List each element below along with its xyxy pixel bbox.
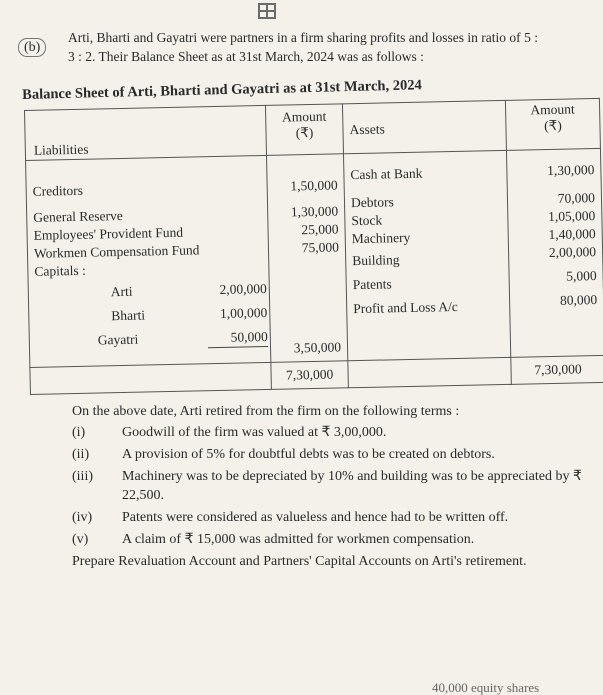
cut-off-text: 40,000 equity shares <box>432 680 540 695</box>
liability-item: Creditors <box>32 182 84 199</box>
partner-capital: 1,00,000 <box>219 304 268 321</box>
asset-amount: 2,00,000 <box>548 244 597 261</box>
liabilities-amount-column <box>267 154 348 363</box>
terms-list <box>72 423 592 549</box>
term-item <box>72 423 592 442</box>
balance-sheet-table <box>24 98 603 395</box>
term-text: Machinery was to be depreciated by 10% and building was to be appreciated by ₹ 22,500. <box>122 469 582 503</box>
terms-lead: On the above date, Arti retired from the firm on the following terms : <box>72 404 460 419</box>
amount-label: Amount <box>281 108 327 125</box>
asset-item: Debtors <box>350 194 394 211</box>
question-intro: Arti, Bharti and Gayatri were partners in a firm sharing profits and losses in ratio of 5 : 3 : 2. Their Balance Sheet as at 31st March, 2024 was as follows : <box>68 30 538 64</box>
partner-name: Gayatri <box>97 331 139 348</box>
partner-capital: 2,00,000 <box>219 280 267 297</box>
amount-label: Amount <box>530 101 575 118</box>
term-number: (i) <box>72 425 86 440</box>
page-marker-icon <box>258 3 276 19</box>
capital-row <box>30 328 270 352</box>
term-text: A provision of 5% for doubtful debts was to be created on debtors. <box>122 447 495 462</box>
asset-item: Building <box>352 252 400 269</box>
asset-amount: 5,000 <box>566 268 597 284</box>
liability-amount: 75,000 <box>301 239 340 256</box>
currency-label: (₹) <box>543 117 562 134</box>
liability-item: Workmen Compensation Fund <box>33 242 200 261</box>
liabilities-header: Liabilities <box>25 105 267 160</box>
asset-item: Profit and Loss A/c <box>353 298 458 317</box>
liability-amount: 1,30,000 <box>290 203 339 220</box>
asset-item: Patents <box>352 276 392 293</box>
term-number: (iii) <box>72 469 93 484</box>
term-item <box>72 467 592 505</box>
asset-item: Cash at Bank <box>350 165 423 183</box>
asset-item: Machinery <box>351 229 411 247</box>
term-item <box>72 445 592 464</box>
asset-amount: 1,30,000 <box>546 162 595 179</box>
term-number: (v) <box>72 532 89 547</box>
asset-item: Stock <box>351 212 383 229</box>
assets-amount-header <box>505 98 600 150</box>
asset-amount: 70,000 <box>557 190 596 206</box>
cut-off-next-line <box>0 680 603 695</box>
capitals-total: 3,50,000 <box>293 339 342 356</box>
liability-amount: 25,000 <box>301 221 339 238</box>
assets-amount-column <box>506 148 603 357</box>
liabilities-total: 7,30,000 <box>271 361 349 390</box>
capital-row <box>29 304 269 327</box>
asset-amount: 1,40,000 <box>548 226 596 243</box>
asset-amount: 1,05,000 <box>547 208 596 225</box>
liability-amount: 1,50,000 <box>290 177 338 194</box>
balance-sheet-title: Balance Sheet of Arti, Bharti and Gayatri as at 31st March, 2024 <box>22 77 422 103</box>
instruction-text: Prepare Revaluation Account and Partners' Capital Accounts on Arti's retirement. <box>72 554 527 569</box>
liabilities-column <box>26 155 271 367</box>
blank-cell <box>348 357 512 387</box>
partner-name: Bharti <box>111 307 146 324</box>
asset-amount: 80,000 <box>559 292 598 308</box>
assets-column <box>343 150 510 360</box>
blank-cell <box>30 362 272 394</box>
question-body <box>72 402 592 571</box>
question-label: (b) <box>18 38 46 57</box>
term-item <box>72 508 592 527</box>
liability-item: General Reserve <box>33 207 123 225</box>
currency-label: (₹) <box>295 124 314 141</box>
capitals-label: Capitals : <box>34 262 86 279</box>
term-number: (ii) <box>72 447 90 462</box>
term-item <box>72 530 592 549</box>
capital-row <box>29 280 269 303</box>
term-text: A claim of ₹ 15,000 was admitted for workmen compensation. <box>122 532 475 547</box>
liabilities-amount-header <box>265 104 343 156</box>
liability-item: Employees' Provident Fund <box>33 224 184 243</box>
assets-total: 7,30,000 <box>511 355 603 384</box>
assets-header: Assets <box>342 100 506 153</box>
term-text: Patents were considered as valueless and hence had to be written off. <box>122 510 509 525</box>
partner-name: Arti <box>110 283 133 300</box>
term-number: (iv) <box>72 510 93 525</box>
term-text: Goodwill of the firm was valued at ₹ 3,00,000. <box>122 425 387 440</box>
partner-capital: 50,000 <box>208 328 268 348</box>
